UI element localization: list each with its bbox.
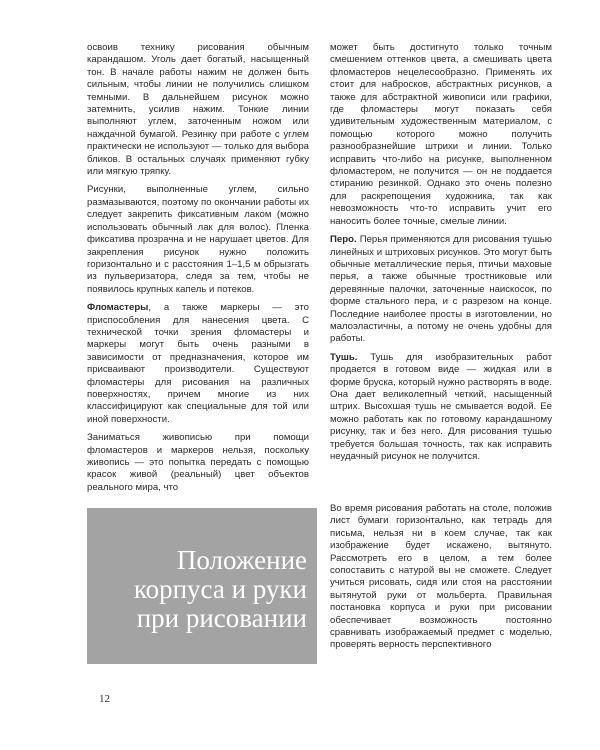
section-text-column [330, 503, 552, 658]
paragraph-painting: Заниматься живописью при помощи фломастеров и маркеров нельзя, поскольку живопись — это попытка передать с помощью красок живой (реальный) цвет объектов реального мира, что [87, 432, 309, 493]
paragraph-charcoal: освоив технику рисования обычным карандашом. Уголь дает богатый, насыщенный тон. В начале работы нажим не должен быть сильным, чтобы линии не получились слишком темными. В дальнейшем рисунок можно затемнить, усилив нажим. Тонкие линии выполняют углем, заточенным ножом или наждачной бумагой. Резинку при работе с углем практически не используют — только для выбора бликов. В остальных случаях применяют губку или мягкую тряпку. [87, 42, 309, 178]
term-pen: Перо. [330, 234, 357, 246]
paragraph-markers-continued: может быть достигнуто только точным смешением оттенков цвета, а смешивать цвета фломастеров нецелесообразно. Применять их стоит для набросков, абстрактных рисунков, а также для абстрактной живописи или графики, где фломастеры могут показать себя удивительным художественным материалом, с помощью которого можно получить разнообразнейшие штрихи и линии. Только исправить что-либо на рисунке, выполненном фломастером, не получится — он не поддается стиранию резинкой. Однако это очень полезно для раскрепощения художника, так как невозможность что-то исправить учит его наносить более точные, смелые линии. [330, 42, 552, 227]
paragraph-posture: Во время рисования работать на столе, положив лист бумаги горизонтально, как тетрадь для письма, нельзя ни в коем случае, так как изображение будет искажено, вытянуто. Рассмотреть его в целом, а тем более сопоставить с натурой вы не сможете. Следует учиться рисовать, сидя или стоя на расстоянии вытянутой руки от мольберта. Правильная постановка корпуса и руки при рисовании обеспечивает возможность постоянно сравнивать изображаемый предмет с моделью, проверять верность перспективного [330, 503, 552, 651]
right-text-column [330, 42, 552, 469]
section-heading-panel [87, 508, 317, 664]
page-number: 12 [99, 693, 110, 705]
term-ink: Тушь. [330, 351, 358, 363]
left-text-column [87, 42, 309, 500]
paragraph-fixative: Рисунки, выполненные углем, сильно размазываются, поэтому по окончании работы их следует закрепить фиксативным лаком (можно использовать обычный лак для волос). Пленка фиксатива прозрачна и не нарушает цветов. Для закрепления рисунок нужно положить горизонтально и с расстояния 1–1,5 м обрызгать из пульверизатора, следя за тем, чтобы не появилось крупных капель и потеков. [87, 184, 309, 295]
paragraph-markers: Фломастеры, а также маркеры — это приспособления для нанесения цвета. С технической точки зрения фломастеры и маркеры могут быть очень разными в зависимости от предназначения, которое им присваивают производители. Существуют фломастеры для рисования на различных поверхностях, причем многие из них классифицируют как специальные для той или иной поверхности. [87, 302, 309, 425]
paragraph-pen: Перо. Перья применяются для рисования тушью линейных и штриховых рисунков. Это могут быть обычные металлические перья, птичьи маховые перья, а также обычные тростниковые или деревянные палочки, заточенные наискосок, по форме стального пера, и с разрезом на конце. Последние наиболее просты в изготовлении, но малоэластичны, а потому не очень удобны для работы. [330, 234, 552, 345]
section-title: Положение корпуса и руки при рисовании [133, 545, 307, 633]
term-markers: Фломастеры [87, 302, 149, 314]
paragraph-ink: Тушь. Тушь для изобразительных работ продается в готовом виде — жидкая или в форме бруска, который нужно растворять в воде. Она дает великолепный четкий, насыщенный штрих. Высохшая тушь не смывается водой. Ее можно работать как по готовому карандашному рисунку, так и без него. Для рисования тушью требуется большая точность, так как исправить неудачный рисунок не получится. [330, 351, 552, 462]
